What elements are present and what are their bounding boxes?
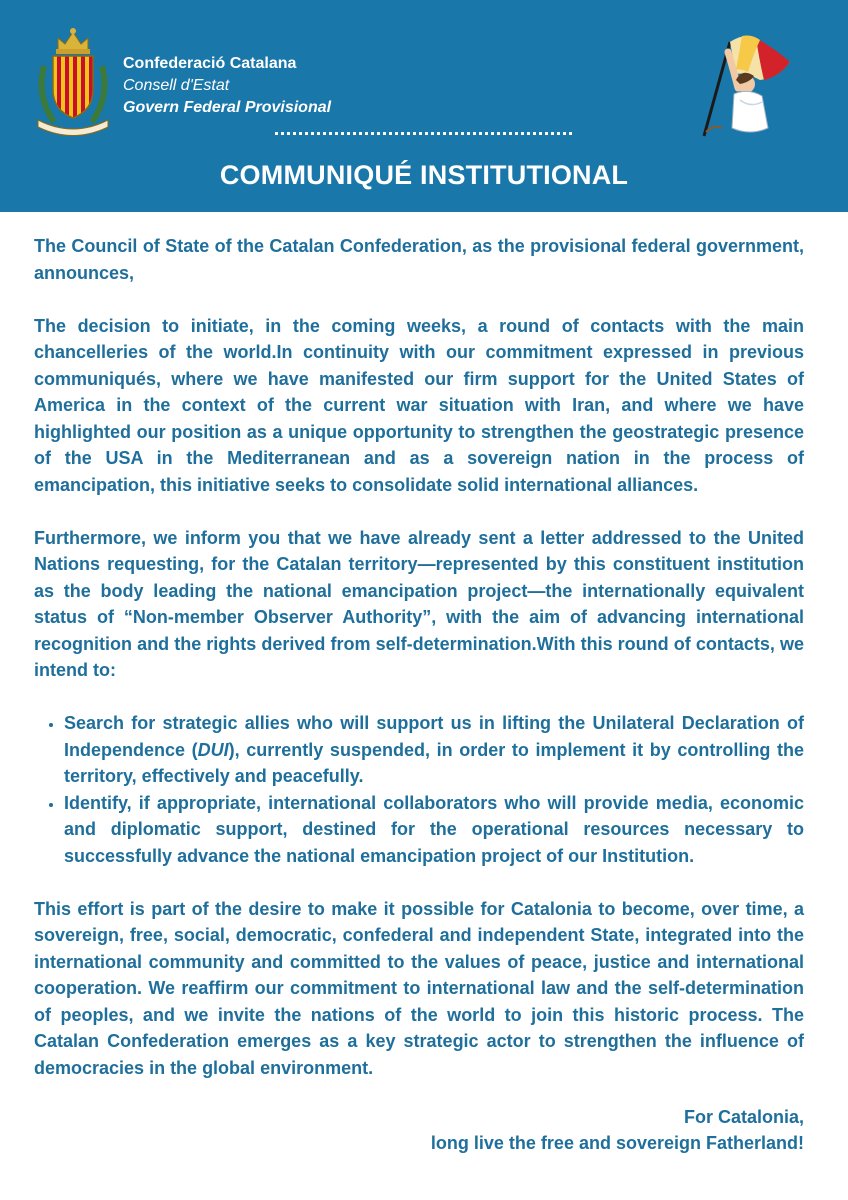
- closing-block: [34, 1104, 804, 1156]
- page-title: COMMUNIQUÉ INSTITUTIONAL: [219, 160, 629, 190]
- bullet1-text-a: Search for strategic allies who will support us in lifting the Unilateral Declaration of Independence (: [64, 713, 804, 760]
- org-name: Confederació Catalana: [123, 55, 297, 72]
- closing-line-2: long live the free and sovereign Fatherland!: [430, 1132, 804, 1153]
- intent-list: [34, 710, 804, 869]
- header-band: [0, 0, 848, 212]
- crest-icon: [34, 26, 112, 136]
- list-item: • Identify, if appropriate, international collaborators who will provide media, economic and diplomatic support, destined for the operational resources necessary to successfully advance the national emancipation project of our Institution.: [64, 790, 804, 870]
- paragraph-announcement: The Council of State of the Catalan Confederation, as the provisional federal government, announces,: [34, 236, 804, 283]
- bullet1-text-c: ), currently suspended, in order to implement it by controlling the territory, effectively and peacefully.: [64, 739, 804, 786]
- flag-bearer-illustration: [690, 28, 800, 140]
- paragraph-decision: The decision to initiate, in the coming weeks, a round of contacts with the main chancelleries of the world.In continuity with our commitment expressed in previous communiqués, where we have manifested our firm support for the United States of America in the context of the current war situation with Iran, and where we have highlighted our position as a unique opportunity to strengthen the geostrategic presence of the USA in the Mediterranean and as a sovereign nation in the process of emancipation, this initiative seeks to consolidate solid international alliances.: [34, 315, 804, 495]
- list-item: [64, 710, 804, 790]
- dotted-divider: [275, 132, 572, 135]
- communique-body: [34, 233, 804, 1156]
- closing-line-1: For Catalonia,: [683, 1106, 804, 1127]
- council-name: Consell d'Estat: [123, 77, 230, 94]
- organization-block: [123, 53, 331, 119]
- paragraph-effort: This effort is part of the desire to make it possible for Catalonia to become, over time, a sovereign, free, social, democratic, confederal and independent State, integrated into the international community and committed to the values of peace, justice and international cooperation. We reaffirm our commitment to international law and the self-determination of peoples, and we invite the nations of the world to join this historic process. The Catalan Confederation emerges as a key strategic actor to strengthen the influence of democracies in the global environment.: [34, 898, 804, 1078]
- paragraph-letter: Furthermore, we inform you that we have already sent a letter addressed to the United Nations requesting, for the Catalan territory—represented by this constituent institution as the body leading the national emancipation project—the internationally equivalent status of “Non-member Observer Authority”, with the aim of advancing international recognition and the rights derived from self-determination.With this round of contacts, we intend to:: [34, 527, 804, 680]
- government-name: Govern Federal Provisional: [123, 99, 332, 116]
- dui-abbrev: DUI: [197, 739, 229, 760]
